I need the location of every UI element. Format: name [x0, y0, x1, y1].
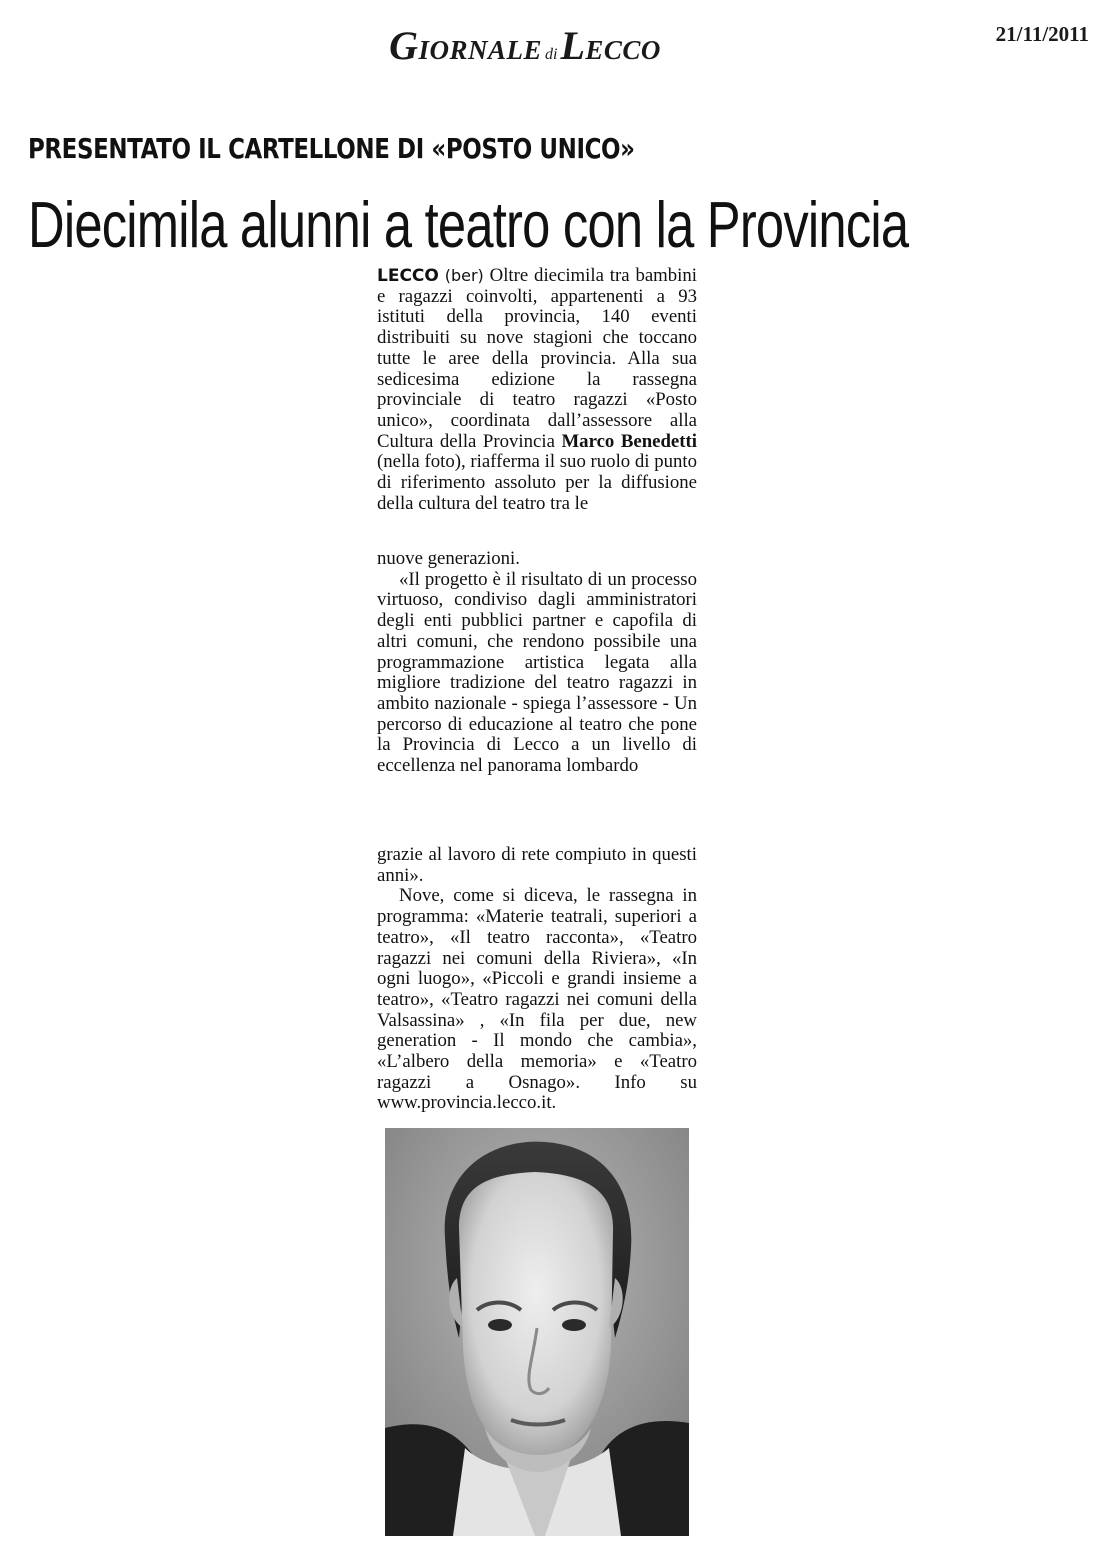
- article-headline: Diecimila alunni a teatro con la Provincia: [28, 188, 909, 261]
- paragraph-2-continuation: grazie al lavoro di rete compiuto in questi anni».: [377, 844, 697, 886]
- portrait-illustration: [385, 1128, 689, 1536]
- article-column-part-1: [377, 266, 697, 514]
- article-column-part-3: [377, 845, 697, 1114]
- portrait-photo: [385, 1128, 689, 1536]
- masthead-logo: GIORNALE diLECCO: [389, 23, 661, 68]
- paragraph-1-text-b: (nella foto), riafferma il suo ruolo di punto di riferimento assoluto per la diffusione della cultura del teatro tra le: [377, 451, 697, 514]
- paragraph-1-continuation: nuove generazioni.: [377, 548, 520, 569]
- article-kicker: PRESENTATO IL CARTELLONE DI «POSTO UNICO»: [28, 132, 635, 165]
- article-paragraph-1: [377, 266, 697, 514]
- article-dateline: LECCO: [377, 266, 439, 286]
- article-paragraph-3: Nove, come si diceva, le rassegna in programma: «Materie teatrali, superiori a teatro», «Il teatro racconta», «Teatro ragazzi nei comuni della Riviera», «In ogni luogo», «Piccoli e grandi insieme a teatro», «Teatro ragazzi nei comuni della Valsassina» , «In fila per due, new generation - Il mondo che cambia», «L’albero della memoria» e «Teatro ragazzi a Osnago». Info su www.provincia.lecco.it.: [377, 885, 697, 1114]
- paragraph-1-text-a: Oltre diecimila tra bambini e ragazzi coinvolti, appartenenti a 93 istituti della provincia, 140 eventi distribuiti su nove stagioni che toccano tutte le aree della provincia. Alla sua sedicesima edizione la rassegna provinciale di teatro ragazzi «Posto unico», coordinata dall’assessore alla Cultura della Provincia: [377, 265, 697, 452]
- article-paragraph-2: «Il progetto è il risultato di un processo virtuoso, condiviso dagli amministratori degli enti pubblici partner e capofila di altri comuni, che rendono possibile una programmazione artistica legata alla migliore tradizione del teatro ragazzi in ambito nazionale - spiega l’assessore - Un percorso di educazione al teatro che pone la Provincia di Lecco a un livello di eccellenza nel panorama lombardo: [377, 568, 697, 777]
- person-name: Marco Benedetti: [561, 430, 697, 452]
- article-source: (ber): [444, 266, 484, 285]
- publication-date: 21/11/2011: [995, 22, 1089, 46]
- article-column-part-2: [377, 549, 697, 777]
